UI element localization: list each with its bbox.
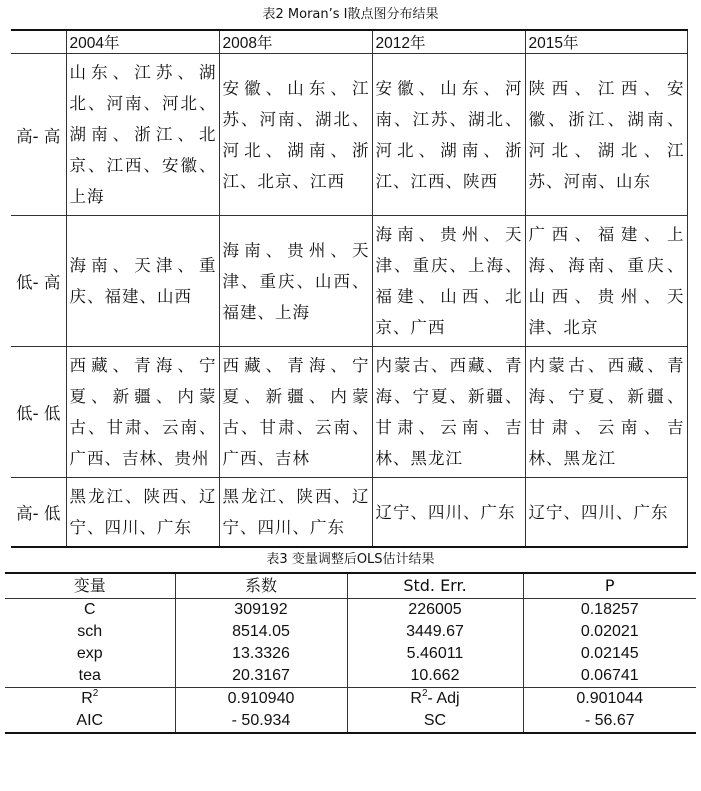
- table3-stat-row: [5, 710, 696, 733]
- std-err-value: 226005: [347, 599, 523, 622]
- stat-value-sc: - 56.67: [523, 710, 696, 733]
- stat-value-aic: - 50.934: [175, 710, 347, 733]
- std-err-value: 10.662: [347, 665, 523, 688]
- coefficient-value: 13.3326: [175, 643, 347, 665]
- stat-label-aic: AIC: [5, 710, 175, 733]
- stat-value-adj-r-squared: 0.901044: [523, 688, 696, 711]
- table2-cell: 黑龙江、陕西、辽宁、四川、广东: [219, 478, 372, 548]
- header-year-2004: 2004年: [66, 30, 219, 54]
- table2-row-high-high: [11, 54, 687, 216]
- coefficient-value: 8514.05: [175, 621, 347, 643]
- header-p-value: P: [523, 573, 696, 599]
- table2-row-high-low: [11, 478, 687, 548]
- header-year-2015: 2015年: [525, 30, 687, 54]
- p-value: 0.18257: [523, 599, 696, 622]
- ols-estimate-table: [5, 572, 696, 734]
- table2-cell: 海南、贵州、天津、重庆、上海、福建、山西、北京、广西: [372, 216, 525, 347]
- std-err-value: 5.46011: [347, 643, 523, 665]
- p-value: 0.06741: [523, 665, 696, 688]
- moran-scatter-table: [11, 29, 688, 548]
- table2-header-row: [11, 30, 687, 54]
- table2-cell: 海南、天津、重庆、福建、山西: [66, 216, 219, 347]
- row-label-low-low: 低- 低: [11, 347, 66, 478]
- variable-name: exp: [76, 645, 103, 662]
- stat-label-sc: SC: [347, 710, 523, 733]
- table3-header-row: [5, 573, 696, 599]
- header-std-err: Std. Err.: [347, 573, 523, 599]
- table3-row: [5, 599, 696, 622]
- table2-corner-cell: [11, 30, 66, 54]
- table2-cell: 辽宁、四川、广东: [372, 478, 525, 548]
- row-label-low-high: 低- 高: [11, 216, 66, 347]
- table2-caption: 表2 Moran’s I散点图分布结果: [262, 7, 439, 22]
- table2-cell: 海南、贵州、天津、重庆、山西、福建、上海: [219, 216, 372, 347]
- header-variable: 变量: [5, 573, 175, 599]
- table3-row: [5, 643, 696, 665]
- row-label-high-low: 高- 低: [11, 478, 66, 548]
- table3-row: [5, 665, 696, 688]
- row-label-high-high: 高- 高: [11, 54, 66, 216]
- table3-row: [5, 621, 696, 643]
- variable-name: sch: [77, 623, 103, 640]
- table2-cell: 陕西、江西、安徽、浙江、湖南、河北、湖北、江苏、河南、山东: [525, 54, 687, 216]
- table2-cell: 安徽、山东、河南、江苏、湖北、河北、湖南、浙江、江西、陕西: [372, 54, 525, 216]
- table2-row-low-high: [11, 216, 687, 347]
- table2-cell: 西藏、青海、宁夏、新疆、内蒙古、甘肃、云南、广西、吉林、贵州: [66, 347, 219, 478]
- std-err-value: 3449.67: [347, 621, 523, 643]
- variable-name: C: [83, 601, 96, 618]
- table2-cell: 安徽、山东、江苏、河南、湖北、河北、湖南、浙江、北京、江西: [219, 54, 372, 216]
- stat-value-r-squared: 0.910940: [175, 688, 347, 711]
- coefficient-value: 309192: [175, 599, 347, 622]
- stat-label-adj-r-squared: $R^2-$ Adj: [347, 688, 523, 711]
- coefficient-value: 20.3167: [175, 665, 347, 688]
- table2-cell: 山东、江苏、湖北、河南、河北、湖南、浙江、北京、江西、安徽、上海: [66, 54, 219, 216]
- p-value: 0.02021: [523, 621, 696, 643]
- table3-caption: 表3 变量调整后OLS估计结果: [266, 552, 435, 567]
- p-value: 0.02145: [523, 643, 696, 665]
- table2-cell: 辽宁、四川、广东: [525, 478, 687, 548]
- variable-name: tea: [78, 667, 101, 684]
- table2-cell: 内蒙古、西藏、青海、宁夏、新疆、甘肃、云南、吉林、黑龙江: [372, 347, 525, 478]
- header-year-2012: 2012年: [372, 30, 525, 54]
- table2-cell: 广西、福建、上海、海南、重庆、山西、贵州、天津、北京: [525, 216, 687, 347]
- table2-cell: 黑龙江、陕西、辽宁、四川、广东: [66, 478, 219, 548]
- stat-label-r-squared: $R^2$: [5, 688, 175, 711]
- header-coefficient: 系数: [175, 573, 347, 599]
- header-year-2008: 2008年: [219, 30, 372, 54]
- table3-stat-row: [5, 688, 696, 711]
- table2-cell: 内蒙古、西藏、青海、宁夏、新疆、甘肃、云南、吉林、黑龙江: [525, 347, 687, 478]
- table2-row-low-low: [11, 347, 687, 478]
- table2-cell: 西藏、青海、宁夏、新疆、内蒙古、甘肃、云南、广西、吉林: [219, 347, 372, 478]
